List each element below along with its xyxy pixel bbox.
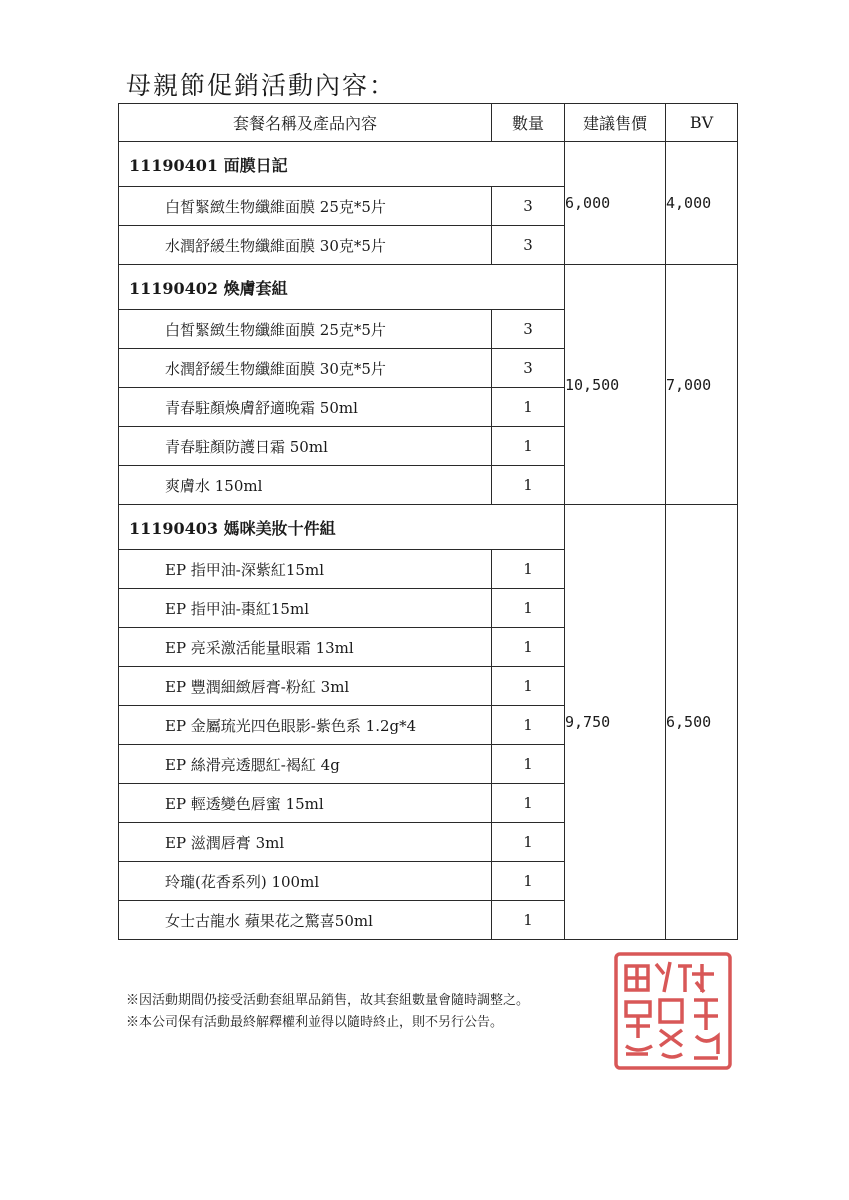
page-title: 母親節促銷活動內容： (126, 71, 397, 100)
item-name: EP 金屬琉光四色眼影-紫色系 1.2g*4 (119, 706, 492, 745)
item-name: 水潤舒緩生物纖維面膜 30克*5片 (119, 226, 492, 265)
item-name: 白皙緊緻生物纖維面膜 25克*5片 (119, 187, 492, 226)
item-qty: 1 (492, 388, 565, 427)
item-name: EP 亮采激活能量眼霜 13ml (119, 628, 492, 667)
item-qty: 1 (492, 745, 565, 784)
package-price: 10,500 (565, 265, 666, 505)
item-qty: 1 (492, 901, 565, 940)
company-seal-stamp (612, 950, 734, 1072)
footnote-1: ※因活動期間仍接受活動套組單品銷售，故其套組數量會隨時調整之。 (126, 993, 530, 1008)
package-name: 11190402 煥膚套組 (119, 265, 565, 310)
item-qty: 3 (492, 310, 565, 349)
package-row (119, 505, 738, 550)
package-row (119, 142, 738, 187)
footnote-2: ※本公司保有活動最終解釋權利並得以隨時終止，則不另行公告。 (126, 1015, 504, 1030)
promotion-table-body (119, 104, 738, 940)
item-name: EP 輕透變色唇蜜 15ml (119, 784, 492, 823)
package-name: 11190401 面膜日記 (119, 142, 565, 187)
item-qty: 1 (492, 550, 565, 589)
package-price: 6,000 (565, 142, 666, 265)
item-name: 青春駐顏防護日霜 50ml (119, 427, 492, 466)
item-qty: 3 (492, 349, 565, 388)
item-qty: 1 (492, 466, 565, 505)
header-name: 套餐名稱及產品內容 (119, 104, 492, 142)
item-qty: 1 (492, 862, 565, 901)
item-qty: 1 (492, 823, 565, 862)
item-qty: 1 (492, 589, 565, 628)
package-price: 9,750 (565, 505, 666, 940)
promotion-table (118, 103, 738, 940)
package-bv: 4,000 (666, 142, 738, 265)
item-name: EP 指甲油-深紫紅15ml (119, 550, 492, 589)
item-name: 女士古龍水 蘋果花之驚喜50ml (119, 901, 492, 940)
item-name: 白皙緊緻生物纖維面膜 25克*5片 (119, 310, 492, 349)
item-name: EP 指甲油-棗紅15ml (119, 589, 492, 628)
item-name: 水潤舒緩生物纖維面膜 30克*5片 (119, 349, 492, 388)
package-row (119, 265, 738, 310)
package-bv: 7,000 (666, 265, 738, 505)
package-name: 11190403 媽咪美妝十件組 (119, 505, 565, 550)
item-qty: 1 (492, 706, 565, 745)
package-bv: 6,500 (666, 505, 738, 940)
item-qty: 3 (492, 187, 565, 226)
header-qty: 數量 (492, 104, 565, 142)
item-name: EP 滋潤唇膏 3ml (119, 823, 492, 862)
item-name: 爽膚水 150ml (119, 466, 492, 505)
item-name: EP 豐潤細緻唇膏-粉紅 3ml (119, 667, 492, 706)
item-name: EP 絲滑亮透腮紅-褐紅 4g (119, 745, 492, 784)
item-qty: 1 (492, 667, 565, 706)
item-qty: 1 (492, 784, 565, 823)
item-name: 玲瓏(花香系列) 100ml (119, 862, 492, 901)
item-qty: 3 (492, 226, 565, 265)
header-price: 建議售價 (565, 104, 666, 142)
table-header-row (119, 104, 738, 142)
item-name: 青春駐顏煥膚舒適晚霜 50ml (119, 388, 492, 427)
item-qty: 1 (492, 628, 565, 667)
item-qty: 1 (492, 427, 565, 466)
footnotes (126, 990, 529, 1034)
header-bv: BV (666, 104, 738, 142)
